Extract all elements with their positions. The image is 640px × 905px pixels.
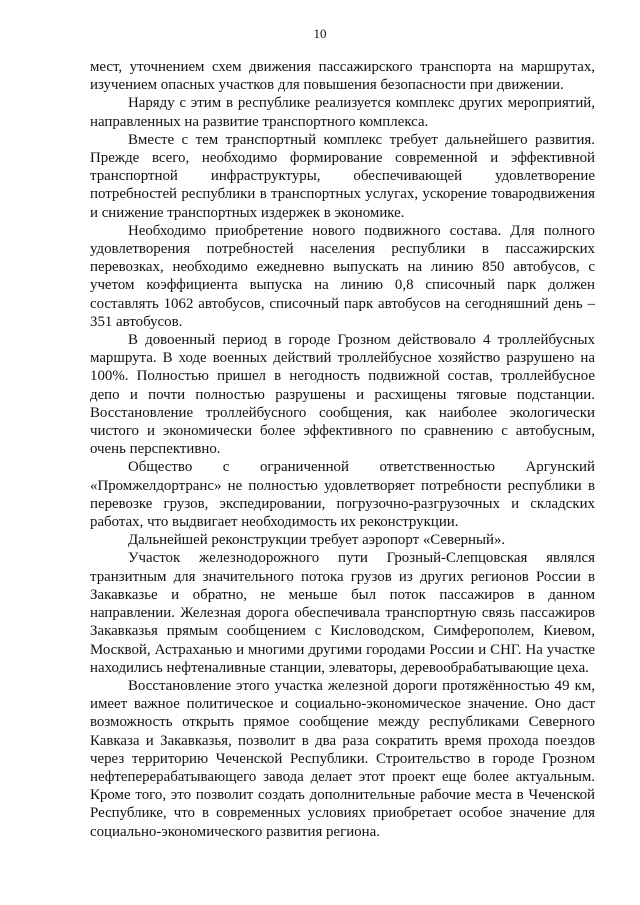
paragraph-railway-restoration: Восстановление этого участка железной дороги протяжённостью 49 км, имеет важное политическое и социально-экономическое значение. Оно даст возможность открыть прямое сообщение между республиками Северного Кавказа и Закавказья, позволит в два раза сократить время прохода поездов через территорию Чеченской Республики. Строительство в городе Грозном нефтеперерабатывающего завода делает этот проект еще более актуальным. Кроме того, это позволит создать дополнительные рабочие места в Чеченской Республике, что в современных условиях приобретает особое значение для социально-экономического развития региона. (90, 677, 595, 840)
page-number: 10 (313, 26, 327, 41)
paragraph-measures: Наряду с этим в республике реализуется комплекс других мероприятий, направленных на развитие транспортного комплекса. (90, 95, 595, 130)
paragraph-promzheldortrans: Общество с ограниченной ответственностью Аргунский «Промжелдортранс» не полностью удовлетворяет потребности республики в перевозке грузов, экспедировании, погрузочно-разгрузочных и складских работах, что выдвигает необходимость их реконструкции. (90, 459, 595, 531)
document-body (90, 58, 595, 841)
paragraph-railway-section: Участок железнодорожного пути Грозный-Слепцовская являлся транзитным для значительного потока грузов из других регионов России в Закавказье и обратно, не меньше был поток пассажиров в данном направлении. Железная дорога обеспечивала транспортную связь пассажиров Закавказья прямым сообщением с Кисловодском, Симферополем, Киевом, Москвой, Астраханью и многими другими городами России и СНГ. На участке находились нефтеналивные станции, элеваторы, деревообрабатывающие цеха. (90, 550, 595, 676)
paragraph-continuation: мест, уточнением схем движения пассажирского транспорта на маршрутах, изучением опасных участков для повышения безопасности при движении. (90, 59, 595, 94)
paragraph-trolleybus: В довоенный период в городе Грозном действовало 4 троллейбусных маршрута. В ходе военных действий троллейбусное хозяйство разрушено на 100%. Полностью пришел в негодность подвижной состав, троллейбусное депо и почти полностью разрушены и расхищены тяговые подстанции. Восстановление троллейбусного сообщения, как наиболее экологически чистого и экономически более эффективного по сравнению с автобусным, очень перспективно. (90, 332, 595, 458)
paragraph-rolling-stock: Необходимо приобретение нового подвижного состава. Для полного удовлетворения потребностей населения республики в пассажирских перевозках, необходимо ежедневно выпускать на линию 850 автобусов, с учетом коэффициента выпуска на линию 0,8 списочный парк должен составлять 1062 автобусов, списочный парк автобусов на сегодняшний день –351 автобусов. (90, 222, 595, 330)
paragraph-airport: Дальнейшей реконструкции требует аэропорт «Северный». (128, 532, 506, 549)
paragraph-infrastructure: Вместе с тем транспортный комплекс требует дальнейшего развития. Прежде всего, необходимо формирование современной и эффективной транспортной инфраструктуры, обеспечивающей удовлетворение потребностей республики в транспортных услугах, ускорение товародвижения и снижение транспортных издержек в экономике. (90, 131, 595, 221)
